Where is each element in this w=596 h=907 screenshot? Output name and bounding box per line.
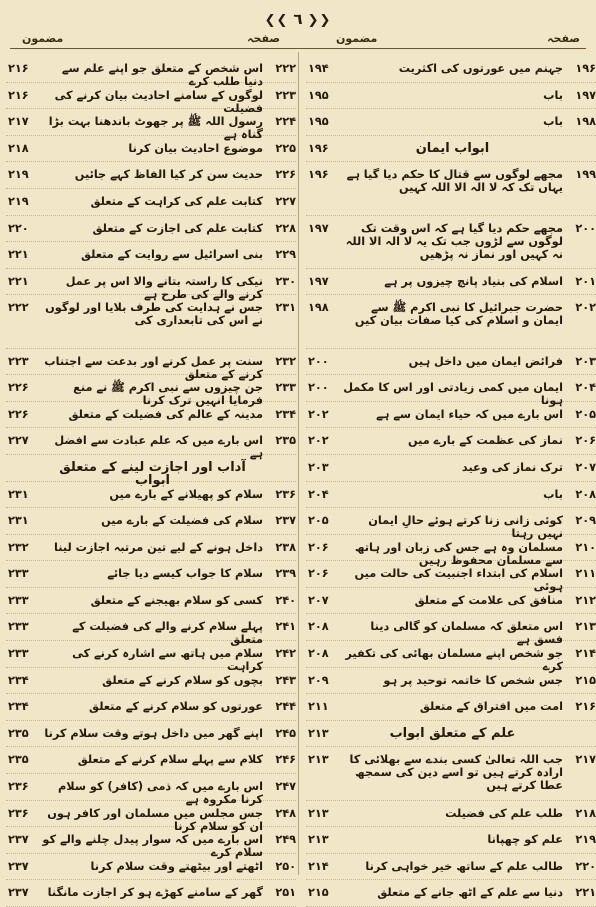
entry-number: ۲۱۳ (575, 620, 596, 634)
entry-title: اٹھتے اور بیٹھتے وقت سلام کرنا (90, 859, 263, 873)
index-entry (6, 774, 296, 807)
entry-title: کوئی زانی زنا کرتے ہوئے حالِ ایمان نہیں رہتا (368, 514, 563, 541)
index-entry (306, 375, 596, 408)
entry-title: نیکی کا راستہ بتانے والا اس پر عمل کرنے والے کی طرح ہے (65, 274, 263, 301)
entry-page: ۲۲۷ (8, 434, 29, 448)
entry-title: داخل ہونے کے لیے تین مرتبہ اجازت لینا (54, 540, 263, 554)
entry-page: ۲۰۵ (308, 514, 329, 528)
index-entry (306, 482, 596, 509)
entry-number: ۲۱۲ (575, 593, 596, 607)
page-number (4, 10, 592, 28)
left-column (6, 56, 296, 907)
entry-page: ۱۹۸ (308, 301, 329, 315)
entry-page: ۲۰۳ (308, 460, 329, 474)
section-heading (306, 136, 596, 163)
entry-title: اس بارے میں کہ حیاء ایمان سے ہے (376, 407, 563, 421)
entry-title: جب اللہ تعالیٰ کسی بندے سے بھلائی کا ارادہ کرتے ہیں تو اسے دین کی سمجھ عطا کرتے ہیں (349, 753, 563, 793)
entry-title: اس متعلق کہ مسلمان کو گالی دینا فسق ہے (370, 620, 563, 647)
entry-title: سنت پر عمل کرنے اور بدعت سے اجتناب کرنے کے متعلق (44, 354, 263, 381)
entry-page: ۱۹۶ (308, 141, 329, 155)
entry-title: حدیث سن کر کیا الفاظ کہے جائیں (74, 168, 263, 182)
index-entry (6, 508, 296, 535)
entry-title: جس مجلس میں مسلمان اور کافر ہوں ان کو سلام کرنا (47, 806, 263, 833)
entry-number: ۲۲۰ (575, 859, 596, 873)
section-heading (306, 721, 596, 748)
entry-page: ۲۳۷ (8, 886, 29, 900)
page-number-text: ٦ (293, 10, 303, 28)
entry-page: ۲۱۴ (308, 859, 329, 873)
entry-number: ۲۲۱ (575, 886, 596, 900)
entry-number: ۲۳۳ (275, 381, 296, 395)
entry-page: ۲۰۶ (308, 540, 329, 554)
entry-number: ۱۹۶ (575, 62, 596, 75)
entry-page: ۲۱۹ (8, 194, 29, 208)
index-entry (306, 269, 596, 296)
entry-page: ۱۹۷ (308, 221, 329, 235)
entry-title: موضوع احادیث بیان کرنا (128, 141, 263, 155)
entry-number: ۲۳۹ (275, 567, 296, 581)
entry-number: ۲۲۷ (275, 194, 296, 208)
entry-page: ۲۳۷ (8, 859, 29, 873)
entry-number: ۲۳۱ (275, 301, 296, 315)
entry-title: دنیا سے علم کے اٹھ جانے کے متعلق (377, 886, 563, 900)
entry-title: کلام سے پہلے سلام کرنے کے متعلق (77, 753, 263, 767)
entry-number: ۲۲۵ (275, 141, 296, 155)
entry-page: ۲۱۱ (308, 700, 329, 714)
entry-title: باب (543, 88, 563, 102)
entry-number: ۲۲۸ (275, 221, 296, 235)
index-entry (306, 880, 596, 907)
index-entry (6, 694, 296, 721)
entry-number: ۲۴۸ (275, 806, 296, 820)
entry-title: بنی اسرائیل سے روایت کے متعلق (80, 248, 263, 262)
entry-title: مسلمان وہ ہے جس کی زبان اور ہاتھ سے مسلمان محفوظ رہیں (354, 540, 563, 567)
entry-page: ۲۱۳ (308, 753, 329, 767)
entry-number: ۲۳۸ (275, 540, 296, 554)
entry-page: ۲۱۷ (8, 115, 29, 129)
right-column (306, 56, 596, 907)
entry-number: ۲۲۴ (275, 115, 296, 129)
index-entry (6, 535, 296, 562)
entry-title: مجھے لوگوں سے قتال کا حکم دیا گیا ہے یہاں تک کہ لا الہ الا اللہ کہیں (346, 168, 563, 195)
entry-title: طلب علم کی فضیلت (445, 806, 563, 820)
entry-number: ۲۵۰ (275, 859, 296, 873)
index-entry (306, 349, 596, 376)
entry-number: ۲۰۴ (575, 381, 596, 395)
index-entry (306, 56, 596, 83)
index-entry (306, 109, 596, 136)
entry-page: ۲۳۲ (8, 540, 29, 554)
entry-number: ۲۰۷ (575, 460, 596, 474)
entry-title: نماز کی عظمت کے بارے میں (407, 434, 563, 448)
entry-page: ۲۰۲ (308, 407, 329, 421)
index-entry (306, 747, 596, 800)
entry-page: ۲۲۱ (8, 274, 29, 288)
index-entry (306, 801, 596, 828)
entry-title: سلام کو پھیلانے کے بارے میں (109, 487, 263, 501)
entry-number: ۲۰۲ (575, 301, 596, 315)
section-title: علم کے متعلق ابواب (389, 725, 516, 741)
right-topic-header: مضمون (336, 32, 378, 45)
entry-page: ۱۹۷ (308, 274, 329, 288)
entry-title: منافق کی علامت کے متعلق (414, 593, 563, 607)
index-entry (6, 56, 296, 88)
entry-title: باب (543, 115, 563, 129)
index-entry (306, 614, 596, 647)
entry-number: ۲۳۲ (275, 354, 296, 368)
entry-number: ۲۲۳ (275, 88, 296, 102)
index-entry (306, 83, 596, 110)
entry-page: ۲۳۴ (8, 673, 29, 687)
entry-title: باب (543, 487, 563, 501)
entry-title: طالب علم کے ساتھ خیر خواہی کرنا (365, 859, 563, 873)
entry-page: ۲۰۰ (308, 354, 329, 368)
entry-page: ۲۱۳ (308, 806, 329, 820)
index-entry (6, 269, 296, 301)
entry-page: ۲۱۳ (308, 726, 329, 740)
entry-title: سلام کا جواب کیسے دیا جائے (107, 567, 263, 581)
entry-title: کسی کو سلام بھیجنے کے متعلق (90, 593, 263, 607)
entry-number: ۲۱۱ (575, 567, 596, 581)
entry-page: ۲۳۳ (8, 567, 29, 581)
entry-title: اس بارے میں کہ ذمی (کافر) کو سلام کرنا مکروہ ہے (58, 780, 263, 807)
entry-page: ۱۹۴ (308, 62, 329, 75)
entry-page: ۱۹۶ (308, 168, 329, 182)
index-entry (6, 428, 296, 461)
section-title: ابواب ایمان (415, 140, 490, 156)
entry-number: ۲۰۵ (575, 407, 596, 421)
entry-page: ۱۹۵ (308, 115, 329, 129)
entry-number: ۲۲۲ (275, 62, 296, 75)
entry-page: ۲۲۲ (8, 301, 29, 315)
index-entry (306, 455, 596, 482)
entry-title: رسول اللہ ﷺ پر جھوٹ باندھنا بہت بڑا گناہ ہے (48, 115, 263, 142)
entry-number: ۲۴۵ (275, 726, 296, 740)
entry-page: ۲۰۸ (308, 647, 329, 661)
entry-title: بچوں کو سلام کرنے کے متعلق (102, 673, 263, 687)
index-entry (6, 189, 296, 216)
entry-page: ۲۳۵ (8, 753, 29, 767)
entry-title: مجھے حکم دیا گیا ہے کہ اس وقت تک لوگوں سے لڑوں جب تک یہ لا الہ الا اللہ نہ کہیں اور نماز نہ پڑھیں (345, 221, 563, 261)
entry-page: ۲۳۶ (8, 806, 29, 820)
ornament-left-icon: ❮❮ (264, 13, 289, 28)
header-divider (10, 48, 586, 49)
entry-number: ۲۴۷ (275, 780, 296, 794)
index-entry (6, 614, 296, 647)
entry-title: ترک نماز کی وعید (461, 460, 563, 474)
entry-page: ۲۳۳ (8, 647, 29, 661)
index-entry (6, 747, 296, 774)
index-entry (6, 721, 296, 748)
entry-number: ۲۱۸ (575, 806, 596, 820)
entry-title: اس بارے میں کہ علم عبادت سے افضل ہے (54, 434, 263, 461)
right-page-header: صفحہ (547, 32, 580, 45)
entry-title: فرائض ایمان میں داخل ہیں (408, 354, 563, 368)
entry-number: ۲۱۶ (575, 700, 596, 714)
entry-title: پہلے سلام کرنے والے کی فضیلت کے متعلق (72, 620, 263, 647)
entry-page: ۲۳۳ (8, 620, 29, 634)
index-page (4, 4, 596, 900)
entry-page: ۲۰۲ (308, 434, 329, 448)
entry-title: ایمان میں کمی زیادتی اور اس کا مکمل ہونا (343, 381, 563, 408)
index-entry (6, 561, 296, 588)
entry-number: ۲۰۰ (575, 221, 596, 235)
entry-page: ۲۱۸ (8, 141, 29, 155)
index-entry (6, 162, 296, 189)
entry-title: اس شخص کے متعلق جو اپنے علم سے دنیا طلب کرے (61, 62, 263, 88)
entry-number: ۲۳۷ (275, 514, 296, 528)
entry-title: عورتوں کو سلام کرنے کے متعلق (89, 700, 263, 714)
entry-page: ۲۳۷ (8, 833, 29, 847)
entry-number: ۱۹۸ (575, 115, 596, 129)
entry-number: ۲۰۸ (575, 487, 596, 501)
entry-page: ۲۲۳ (8, 354, 29, 368)
entry-number: ۲۱۰ (575, 540, 596, 554)
entry-title: اس بارے میں کہ سوار پیدل چلنے والے کو سلام کرے (42, 833, 263, 860)
index-entry (6, 880, 296, 907)
entry-number: ۲۰۶ (575, 434, 596, 448)
entry-page: ۲۰۰ (308, 381, 329, 395)
entry-title: جس شخص کا خاتمہ توحید پر ہو (383, 673, 563, 687)
entry-page: ۲۳۳ (8, 593, 29, 607)
index-entry (306, 162, 596, 215)
index-entry (6, 349, 296, 381)
entry-page: ۲۳۴ (8, 700, 29, 714)
entry-page: ۲۱۶ (8, 88, 29, 102)
entry-title: حضرت جبرائیل کا نبی اکرم ﷺ سے ایمان و اسلام کی کیا صفات بیان کیں (354, 301, 563, 328)
entry-number: ۲۰۹ (575, 514, 596, 528)
entry-page: ۲۰۴ (308, 487, 329, 501)
entry-page: ۲۱۵ (308, 886, 329, 900)
entry-page: ۲۲۰ (8, 221, 29, 235)
entry-title: گھر کے سامنے کھڑے ہو کر اجازت مانگنا (47, 886, 263, 900)
entry-page: ۲۱۶ (8, 62, 29, 75)
entry-number: ۲۳۶ (275, 487, 296, 501)
index-entry (6, 242, 296, 269)
entry-title: سلام میں ہاتھ سے اشارہ کرنے کی کراہت (72, 647, 263, 674)
entry-page: ۲۲۶ (8, 381, 29, 395)
entry-page: ۲۱۹ (8, 168, 29, 182)
index-entry (306, 295, 596, 348)
index-entry (6, 295, 296, 348)
entry-number: ۲۴۲ (275, 647, 296, 661)
entry-number: ۲۳۵ (275, 434, 296, 448)
entry-page: ۲۰۹ (308, 673, 329, 687)
entry-number: ۲۲۹ (275, 248, 296, 262)
section-title: آداب اور اجازت لینے کے متعلق ابواب (59, 459, 246, 488)
entry-title: کتابت علم کی کراہت کے متعلق (90, 194, 263, 208)
entry-page: ۲۳۵ (8, 726, 29, 740)
entry-page: ۲۲۶ (8, 407, 29, 421)
entry-title: سلام کی فضیلت کے بارے میں (101, 514, 263, 528)
entry-title: اپنے گھر میں داخل ہوتے وقت سلام کرنا (44, 726, 263, 740)
entry-title: جن چیزوں سے نبی اکرم ﷺ نے منع فرمایا انہیں ترک کرنا (73, 381, 263, 408)
entry-number: ۲۳۴ (275, 407, 296, 421)
entry-number: ۲۱۵ (575, 673, 596, 687)
entry-number: ۲۴۰ (275, 593, 296, 607)
entry-title: اسلام کی بنیاد پانچ چیزوں پر ہے (384, 274, 563, 288)
entry-number: ۲۲۶ (275, 168, 296, 182)
entry-number: ۲۴۱ (275, 620, 296, 634)
entry-number: ۲۱۷ (575, 753, 596, 767)
entry-page: ۲۰۶ (308, 567, 329, 581)
entry-title: امت میں افتراق کے متعلق (419, 700, 563, 714)
entry-page: ۲۳۱ (8, 514, 29, 528)
entry-number: ۲۴۶ (275, 753, 296, 767)
entry-title: علم کو چھپانا (487, 833, 563, 847)
entry-title: مدینہ کے عالم کی فضیلت کے متعلق (68, 407, 263, 421)
entry-page: ۱۹۵ (308, 88, 329, 102)
entry-number: ۲۰۳ (575, 354, 596, 368)
entry-title: جس نے ہدایت کی طرف بلایا اور لوگوں نے اس کی تابعداری کی (45, 301, 263, 328)
index-entry (6, 216, 296, 243)
column-divider (298, 52, 299, 875)
index-entry (306, 216, 596, 269)
entry-number: ۲۴۴ (275, 700, 296, 714)
entry-title: اسلام کی ابتداء اجنبیت کی حالت میں ہوئی (354, 567, 563, 594)
index-entry (306, 854, 596, 881)
entry-number: ۲۴۳ (275, 673, 296, 687)
index-entry (306, 508, 596, 541)
entry-page: ۲۳۶ (8, 780, 29, 794)
entry-number: ۲۰۱ (575, 274, 596, 288)
entry-number: ۱۹۷ (575, 88, 596, 102)
entry-page: ۲۳۱ (8, 487, 29, 501)
entry-title: کتابت علم کی اجازت کے متعلق (92, 221, 263, 235)
entry-page: ۲۲۱ (8, 248, 29, 262)
entry-page: ۲۱۳ (308, 833, 329, 847)
ornament-right-icon: ❯❯ (307, 13, 332, 28)
index-entry (306, 428, 596, 455)
entry-number: ۲۴۹ (275, 833, 296, 847)
entry-number: ۲۱۴ (575, 647, 596, 661)
entry-number: ۲۱۹ (575, 833, 596, 847)
entry-title: جہنم میں عورتوں کی اکثریت (398, 62, 563, 75)
left-page-header: صفحہ (247, 32, 280, 45)
entry-number: ۲۵۱ (275, 886, 296, 900)
index-entry (6, 588, 296, 615)
entry-number: ۱۹۹ (575, 168, 596, 182)
entry-number: ۲۳۰ (275, 274, 296, 288)
left-topic-header: مضمون (22, 32, 64, 45)
index-entry (306, 694, 596, 721)
entry-page: ۲۰۸ (308, 620, 329, 634)
index-entry (306, 827, 596, 854)
entry-page: ۲۰۷ (308, 593, 329, 607)
entry-title: جو شخص اپنے مسلمان بھائی کی تکفیر کرے (345, 647, 563, 674)
entry-title: لوگوں کے سامنے احادیث بیان کرنے کی فضیلت (54, 88, 263, 115)
